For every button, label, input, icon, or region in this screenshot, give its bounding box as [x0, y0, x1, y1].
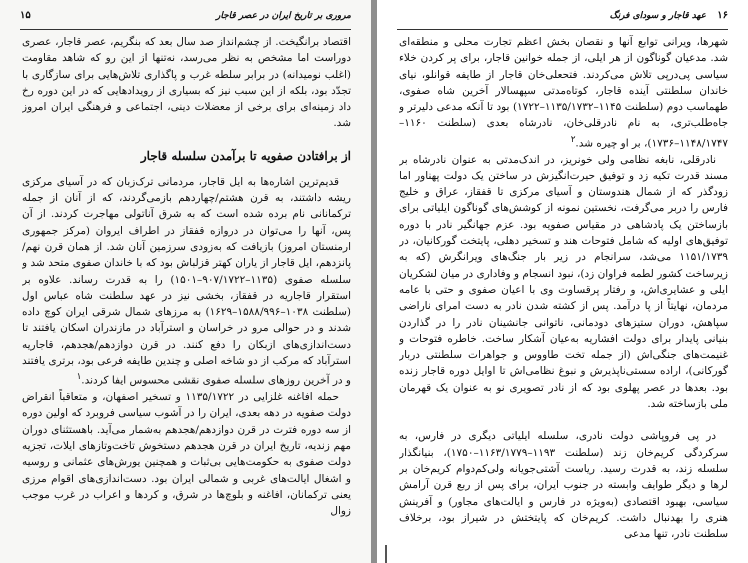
section-heading: از برافتادن صفویه تا برآمدن سلسله قاجار [140, 148, 351, 163]
running-title: مروری بر تاریخ ایران در عصر قاجار [216, 11, 351, 21]
footnote-marker: ۱ [76, 372, 82, 383]
page-number: ۱۶ [717, 10, 728, 21]
header-rule [397, 29, 728, 30]
header-rule [20, 29, 351, 30]
paragraph: نادرقلی، نابغه نظامی ولی خونریز، در اندک‌مدتی به عنوان نادرشاه بر مسند قدرت تکیه زد و توفیق حیرت‌انگیزش در ساختن یک دولت پهناور اما زودگذر که از شمال هندوستان و آسیای مرکزی تا قفقاز، عراق و خلیج فارس را دربر می‌گرفت، نخستین نمونه از کوشش‌های گوناگون ایلیاتی برای بازساختن یک پادشاهی در مقیاس صفویه بود. عزم جهانگیر نادر با دوره توفیق‌های اولیه که شامل فتوحات هند و تسخیر دهلی، پایتخت گورکانیان، در ۱۱۵۱/۱۷۳۹ می‌شد، سرانجام در زیر بار جنگ‌های ویرانگرش (که به زیرساخت کشور لطمه فراوان زد)، نبود انسجام و وفاداری در میان لشکریان ایلی و عشایری‌اش، و رفتار پرقساوت وی با اعیان صفوی و حتی با عامه مردمان، نهایتاً از پا درآمد. پس از کشته شدن نادر به دست امرای ناراضی سپاهش، دوران ستیزهای دودمانی، ناتوانی جانشینان نادر را در گذاردن بنیانی پایدار برای دولت افشاریه به‌عیان آشکار ساخت. خاطره فتوحات و غنیمت‌های جنگی‌اش (از جمله تخت طاووس و جواهرات سلطنتی دربار گورکانی)، اراده سستی‌ناپذیرش و نبوغ نظامی‌اش تا اوایل دوره قاجار زنده بود. بعدها در عصر پهلوی بود که از نادر تصویری نو به عنوان یک قهرمان ملی بازساخته شد. [399, 153, 728, 411]
right-page [377, 0, 748, 563]
left-page-header [20, 10, 351, 26]
paragraph: در پی فروپاشی دولت نادری، سلسله ایلیاتی دیگری در فارس، به سرکردگی کریم‌خان زند (سلطنت ۱۱۹۳–۱۱۶۳/۱۷۷۹–۱۷۵۰)، بنیانگذار سلسله زند، به قدرت رسید. ریاست آشتی‌جویانه ولی‌کم‌دوام کریم‌خان بر لرها و دیگر طوایف وابسته در جنوب ایران، برای پس از ربع قرن آرامش سیاسی، بهبود اقتصادی (به‌ویژه در فارس و ایالت‌های مجاور) و آفرینش هنری را بهدنبال داشت. کریم‌خان که پایتختش در شیراز بود، برخلاف سلطنت نادر، تنها مدعی [399, 430, 728, 541]
left-page [0, 0, 371, 563]
left-page-body [22, 34, 351, 559]
closing-paragraph: حمله افاغنه غلزایی در ۱۱۳۵/۱۷۲۲ و تسخیر اصفهان، و متعاقباً انقراض دولت صفویه در دهه بعدی، ایران را در آشوب سیاسی فروبرد که اولین دوره از سه دوره فترت در قرن دوازدهم/هجدهم به‌شمار می‌آید. باهستثنای دوران مهم زندیه، تاریخ ایران در قرن هجدهم دستخوش تاخت‌وتازهای ایلات، تجزیه دولت صفوی به حکومت‌هایی بی‌ثبات و همچنین یورش‌های عثمانی و روسیه و اشغال ایالت‌های غربی و شمالی ایران بود. دست‌اندازی‌های اقوام مرزی یعنی ترکمانان، افاغنه و بلوچ‌ها در شرق، و کردها و اعراب در غرب موجب زوال [22, 391, 351, 518]
right-page-header [397, 10, 728, 26]
right-page-body [399, 34, 728, 559]
paragraph-text: شهرها، ویرانی توابع آنها و نقصان بخش اعظم تجارت محلی و منطقه‌ای شد. مدعیان گوناگون از هر ایلی، از جمله خوانین قاجار، برای پر کردن خلاء سیاسی پی‌درپی تلاش می‌کردند. فتحعلی‌خان قاجار از طایفه قوانلو، نیای خاندان سلطنتی آینده قاجار، کوتاه‌مدتی سپهسالار آخرین شاه صفوی، طهماسب دوم (سلطنت ۱۱۴۵–۱۱۳۵/۱۷۳۲–۱۷۲۲) بود تا آنکه مدعی دلیرتر و جاه‌طلب‌تری، به نام نادرقلی‌خان، نادرشاه بعدی (سلطنت ۱۱۶۰–۱۱۴۸/۱۷۴۷–۱۷۳۶)، بر او چیره شد. [399, 36, 728, 150]
intro-paragraph: اقتصاد برانگیخت. از چشم‌انداز صد سال بعد که بنگریم، عصر قاجار، عصری دوراست اما مشخص به نظر می‌رسد، نه‌تنها از این رو که شاهد مقاومت (اغلب نومیدانه) در برابر سلطه غرب و پاگذاری تلاش‌هایی برای سازگاری با تجدّد بود، بلکه از این سبب نیز که بسیاری از رویدادهایی که در این دوره رخ داد زمینه‌ای برای برخی از معضلات دینی، اجتماعی و فرهنگی ایران امروز شد. [22, 36, 351, 130]
running-title: عهد قاجار و سودای فرنگ [609, 11, 706, 21]
text-cursor [385, 545, 387, 563]
paragraph [399, 34, 728, 152]
section-paragraph [22, 174, 351, 389]
section-paragraph-text: قدیم‌ترین اشاره‌ها به ایل قاجار، مردمانی ترک‌زبان که در آسیای مرکزی ریشه داشتند، به قرن هشتم/چهاردهم بازمی‌گردند، که از آنان از جمله ترکمانانی نام برده شده است که به شرق آناتولی مهاجرت کردند. از آن پس، آنها را می‌توان در دروازه قفقاز در اطراف ایروان (مرکز جمهوری ارمنستان امروز) بازیافت که به‌زودی سرزمین آنان شد. از همان قرن نهم/پانزدهم، ایل قاجار از یاران کهتر قزلباش بود که با خاندان صفوی متحد شد و سلسله صفوی (۱۱۳۵–۹۰۷/۱۷۲۲–۱۵۰۱) را به قدرت رساند. علاوه بر استقرار قاجاریه در قفقاز، بخشی نیز در عهد سلطنت شاه عباس اول (سلطنت ۱۰۳۸–۱۵۸۸/۹۹۶–۱۶۲۹) به مرزهای شمال شرقی ایران کوچ داده شدند و در حوالی مرو در خراسان و استرآباد در مازندران اسکان یافتند تا دست‌اندازی‌های ازبکان را دفع کنند. در قرن دوازدهم/هجدهم، قاجاریه استرآباد که مرکب از دو شاخه اصلی و چندین طایفه فرعی بود، برتری یافتند و در آخرین روزهای سلسله صفوی نقشی محسوس ایفا کردند. [22, 175, 351, 387]
page-number: ۱۵ [20, 10, 31, 21]
footnote-marker: ۲ [570, 134, 576, 145]
